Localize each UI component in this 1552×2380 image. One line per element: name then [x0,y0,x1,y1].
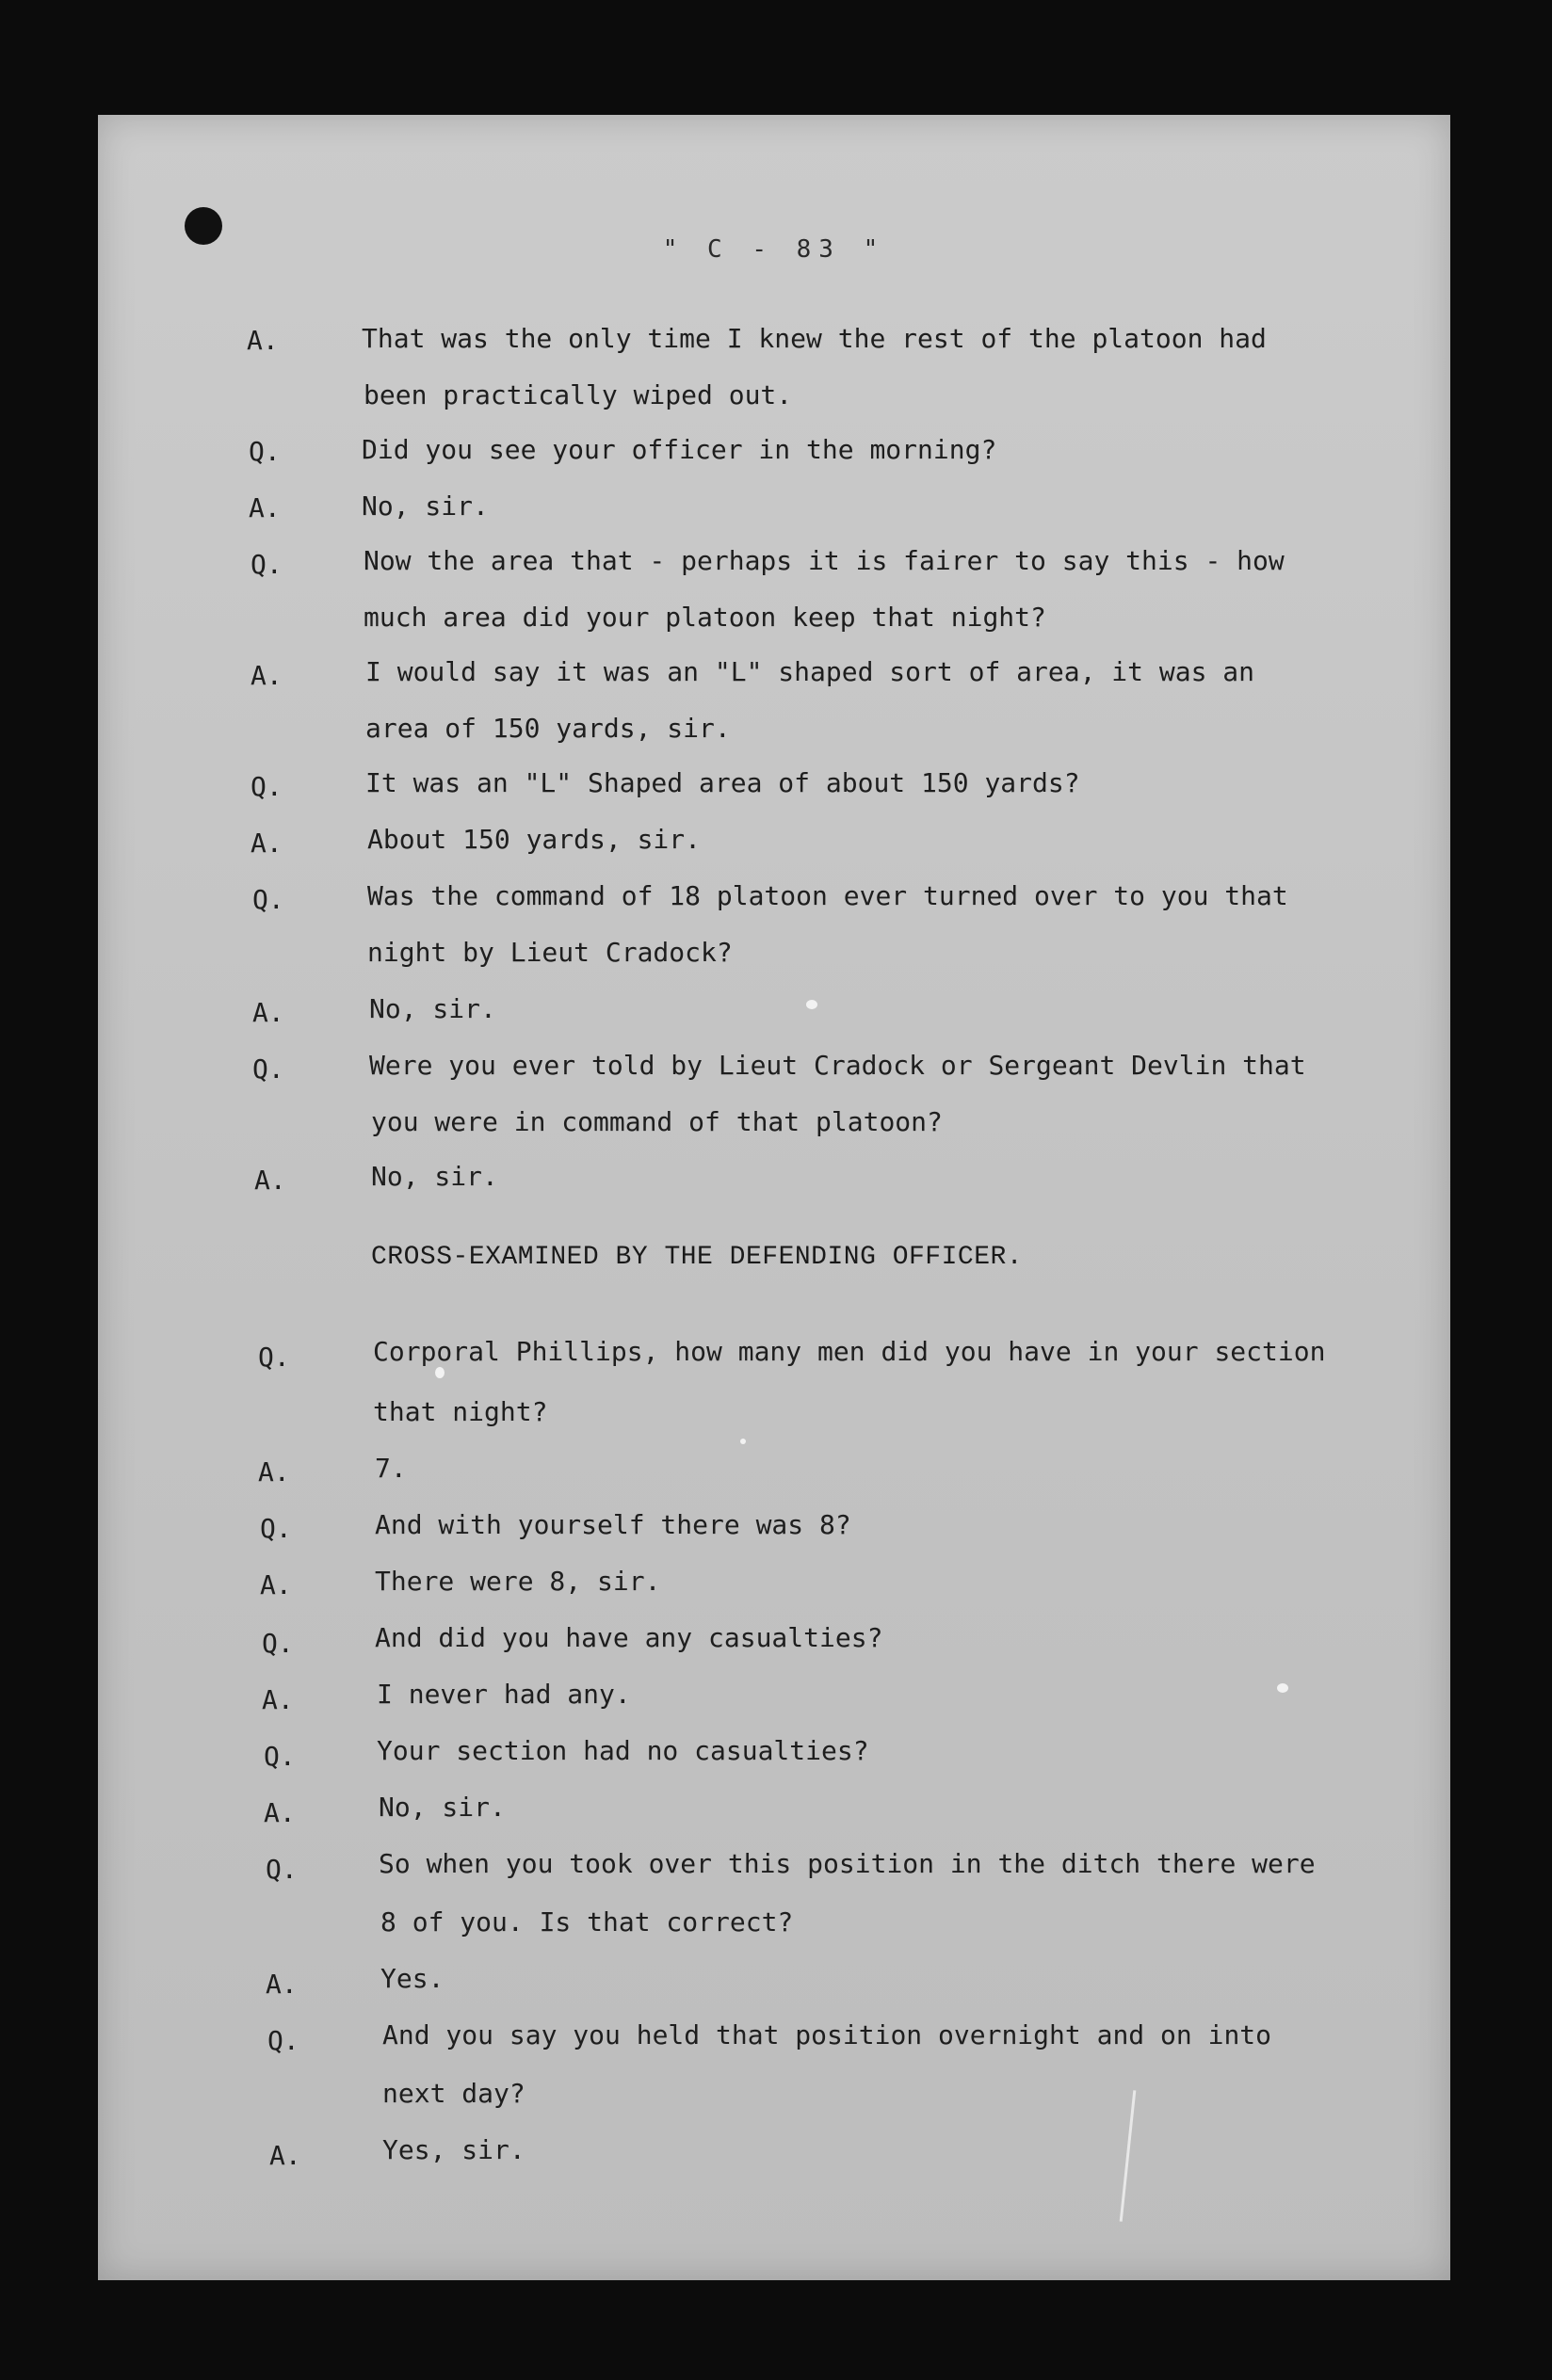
speaker-label: Q. [264,1741,296,1772]
speaker-label: A. [264,1797,296,1828]
entry-text: No, sir. [371,1161,498,1192]
film-speck [740,1439,746,1444]
speaker-label: Q. [266,1854,298,1885]
entry-text: It was an "L" Shaped area of about 150 yards? [365,767,1080,798]
entry-text: Yes, sir. [382,2134,525,2165]
entry-text: much area did your platoon keep that night? [364,602,1046,633]
speaker-label: Q. [258,1342,290,1373]
document-page [98,115,1450,2280]
speaker-label: A. [254,1165,286,1196]
speaker-label: Q. [260,1513,292,1544]
speaker-label: A. [247,325,279,356]
speaker-label: Q. [262,1628,294,1659]
speaker-label: Q. [252,884,284,915]
entry-text: Corporal Phillips, how many men did you have in your section [373,1336,1326,1367]
entry-text: And with yourself there was 8? [375,1509,851,1540]
entry-text: 7. [375,1453,407,1484]
entry-text: About 150 yards, sir. [367,824,702,855]
film-scratch [1120,2090,1137,2222]
entry-text: And you say you held that position overnight and on into [382,2019,1272,2050]
entry-text: Did you see your officer in the morning? [362,434,997,465]
entry-text: I never had any. [377,1679,631,1710]
entry-text: So when you took over this position in the ditch there were [379,1848,1316,1879]
entry-text: been practically wiped out. [364,379,793,410]
film-speck [806,1000,817,1009]
speaker-label: Q. [249,436,281,467]
speaker-label: Q. [251,771,283,802]
entry-text: 8 of you. Is that correct? [380,1906,794,1938]
section-heading: CROSS-EXAMINED BY THE DEFENDING OFFICER. [371,1243,1024,1272]
entry-text: Now the area that - perhaps it is fairer to say this - how [364,545,1285,576]
film-speck [1277,1683,1288,1693]
speaker-label: A. [252,997,284,1028]
speaker-label: A. [260,1569,292,1600]
entry-text: that night? [373,1396,548,1427]
entry-text: you were in command of that platoon? [371,1106,943,1137]
entry-text: Yes. [380,1963,445,1994]
entry-text: And did you have any casualties? [375,1622,883,1653]
speaker-label: Q. [267,2025,299,2056]
speaker-label: A. [251,660,283,691]
entry-text: Were you ever told by Lieut Cradock or Sergeant Devlin that [369,1050,1306,1081]
entry-text: I would say it was an "L" shaped sort of area, it was an [365,656,1255,687]
page-number: " C - 83 " [662,235,886,264]
entry-text: Your section had no casualties? [377,1735,869,1766]
entry-text: No, sir. [362,490,489,522]
entry-text: There were 8, sir. [375,1566,661,1597]
speaker-label: Q. [251,549,283,580]
entry-text: area of 150 yards, sir. [365,713,731,744]
speaker-label: A. [249,492,281,523]
speaker-label: Q. [252,1053,284,1085]
speaker-label: A. [266,1969,298,2000]
speaker-label: A. [269,2140,301,2171]
speaker-label: A. [258,1456,290,1488]
entry-text: That was the only time I knew the rest of the platoon had [362,323,1267,354]
entry-text: No, sir. [379,1792,506,1823]
entry-text: next day? [382,2078,525,2109]
entry-text: Was the command of 18 platoon ever turned over to you that [367,880,1288,911]
speaker-label: A. [251,828,283,859]
film-speck [435,1367,445,1378]
entry-text: night by Lieut Cradock? [367,937,733,968]
entry-text: No, sir. [369,993,496,1024]
speaker-label: A. [262,1684,294,1715]
